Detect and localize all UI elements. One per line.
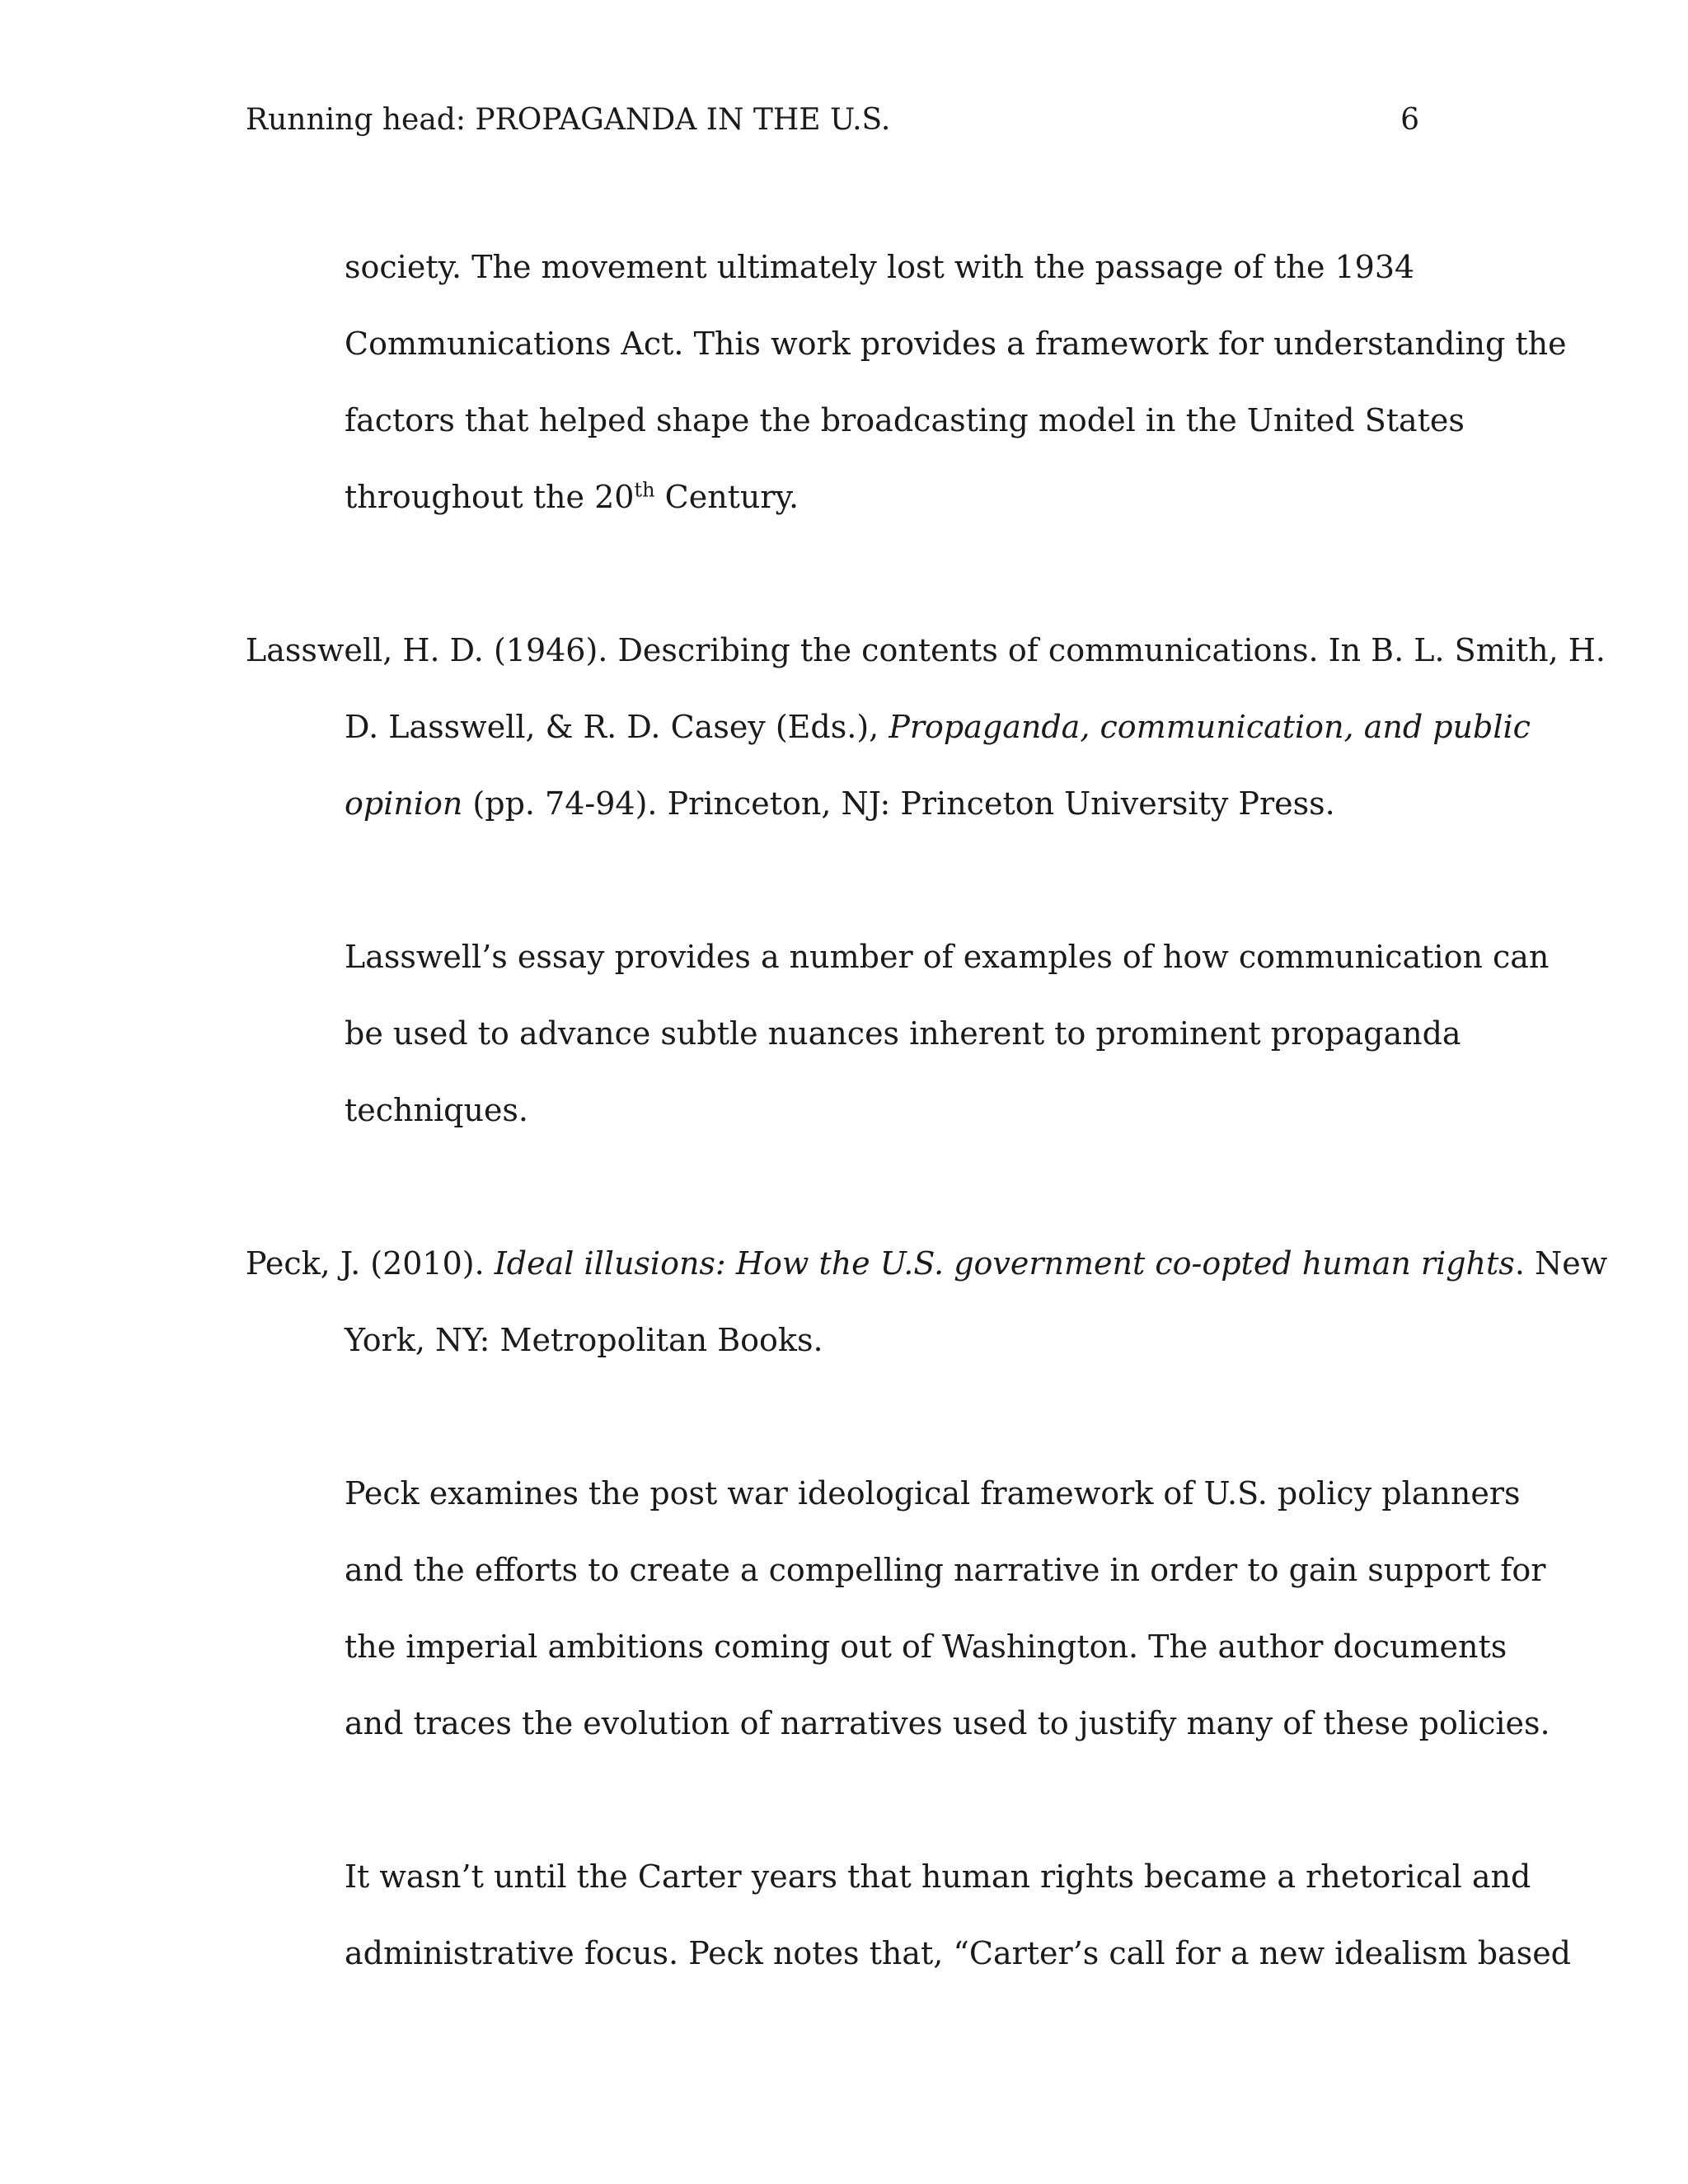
text-segment: Century. xyxy=(654,479,799,515)
book-title: Propaganda, communication, and public xyxy=(889,709,1531,745)
text-segment: throughout the 20 xyxy=(345,479,635,515)
text-line: Communications Act. This work provides a framework for understanding the xyxy=(345,326,1567,362)
superscript: th xyxy=(634,478,655,502)
text-segment: . New xyxy=(1514,1245,1608,1282)
book-title: opinion xyxy=(345,785,463,822)
paragraph-gap xyxy=(246,1379,1424,1455)
reference-line xyxy=(246,1226,1608,1302)
page-number: 6 xyxy=(1400,102,1419,137)
text-segment: D. Lasswell, & R. D. Casey (Eds.), xyxy=(345,709,889,745)
text-line: techniques. xyxy=(345,1092,529,1128)
text-line: and the efforts to create a compelling narrative in order to gain support for xyxy=(345,1552,1546,1588)
text-line: be used to advance subtle nuances inherent to prominent propaganda xyxy=(345,1015,1461,1052)
reference-lasswell xyxy=(246,612,1606,842)
annotation-lasswell xyxy=(246,919,1550,1149)
paragraph-gap xyxy=(246,1149,1424,1226)
paragraph-gap xyxy=(246,1762,1424,1839)
text-line xyxy=(246,459,1424,536)
paragraph-gap xyxy=(246,842,1424,919)
text-line: Lasswell’s essay provides a number of examples of how communication can xyxy=(345,939,1550,975)
reference-peck xyxy=(246,1226,1608,1379)
paragraph-gap xyxy=(246,536,1424,612)
reference-line: York, NY: Metropolitan Books. xyxy=(345,1322,823,1358)
text-segment: Peck, J. (2010). xyxy=(246,1245,495,1282)
paragraph-continuation xyxy=(246,229,1567,536)
text-line: Peck examines the post war ideological framework of U.S. policy planners xyxy=(345,1475,1521,1511)
text-line: It wasn’t until the Carter years that human rights became a rhetorical and xyxy=(345,1858,1531,1895)
page-header xyxy=(246,99,1419,140)
book-title: Ideal illusions: How the U.S. government co-opted human rights xyxy=(494,1245,1515,1282)
reference-line xyxy=(246,689,1531,766)
text-line: society. The movement ultimately lost with the passage of the 1934 xyxy=(345,249,1415,285)
text-line: factors that helped shape the broadcasting model in the United States xyxy=(345,402,1465,438)
reference-line: Lasswell, H. D. (1946). Describing the contents of communications. In B. L. Smith, H. xyxy=(246,632,1606,668)
text-line: and traces the evolution of narratives used to justify many of these policies. xyxy=(345,1705,1550,1741)
running-head: Running head: PROPAGANDA IN THE U.S. xyxy=(246,102,891,137)
annotation-peck-1 xyxy=(246,1455,1550,1762)
annotation-peck-2 xyxy=(246,1839,1572,1992)
text-segment: (pp. 74-94). Princeton, NJ: Princeton University Press. xyxy=(462,785,1335,822)
reference-line xyxy=(246,766,1424,842)
text-line: administrative focus. Peck notes that, “Carter’s call for a new idealism based xyxy=(345,1935,1572,1971)
text-line: the imperial ambitions coming out of Washington. The author documents xyxy=(345,1629,1507,1665)
body-text xyxy=(246,229,1608,1992)
